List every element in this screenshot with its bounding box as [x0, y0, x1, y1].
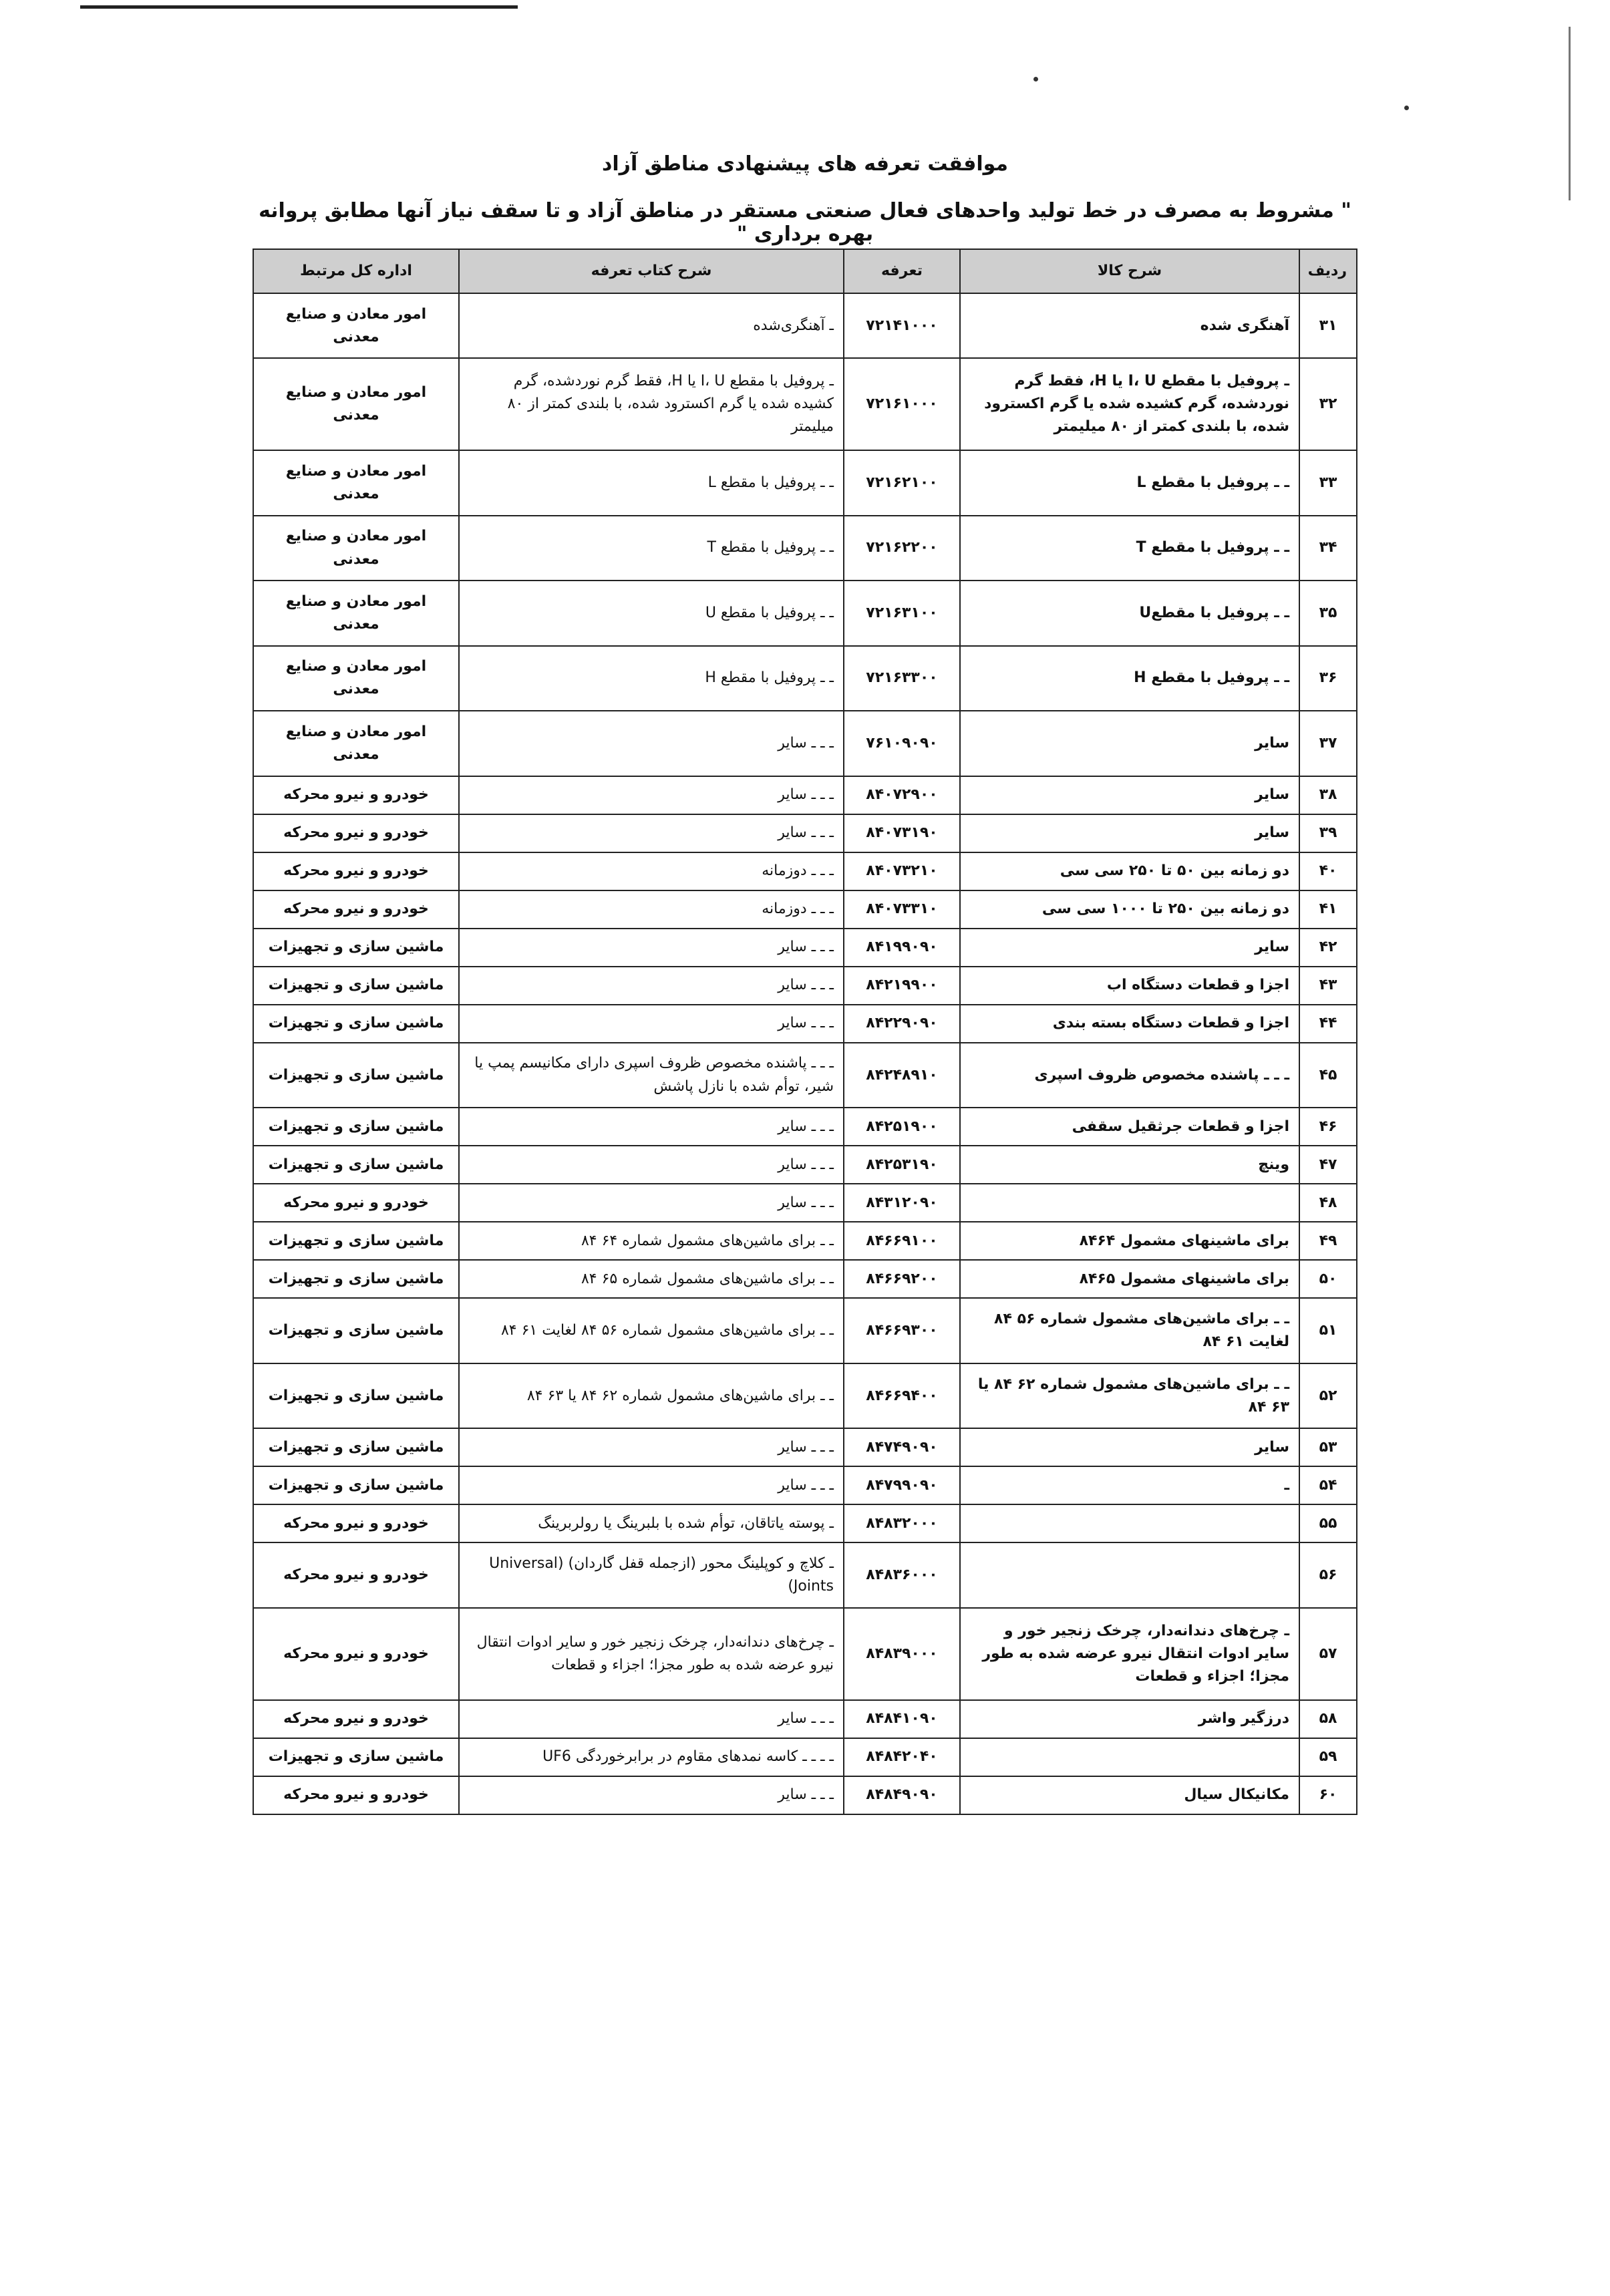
- cell-goods: سایر: [960, 814, 1299, 852]
- cell-goods: ـ پروفیل با مقطع I، U یا H، فقط گرم نوردشده، گرم کشیده شده یا گرم اکسترود شده، با بلندی کمتر از ۸۰ میلیمتر: [960, 358, 1299, 450]
- cell-row-number: ۳۷: [1299, 711, 1357, 776]
- cell-tariff: ۷۲۱۴۱۰۰۰: [844, 293, 960, 358]
- cell-desc: ـ ـ ـ سایر: [459, 929, 844, 967]
- table-row: [253, 358, 1357, 450]
- cell-tariff: ۸۴۶۶۹۲۰۰: [844, 1260, 960, 1298]
- cell-row-number: ۵۰: [1299, 1260, 1357, 1298]
- cell-row-number: ۳۲: [1299, 358, 1357, 450]
- cell-desc: ـ پوسته یاتاقان، توأم شده با بلبرینگ یا رولربرینگ: [459, 1504, 844, 1542]
- scan-edge-mark: [1569, 27, 1571, 200]
- cell-tariff: ۸۴۸۳۲۰۰۰: [844, 1504, 960, 1542]
- cell-row-number: ۴۴: [1299, 1005, 1357, 1043]
- table-row: [253, 1043, 1357, 1108]
- cell-department: ماشین سازی و تجهیزات: [253, 1260, 459, 1298]
- header-goods: شرح کالا: [960, 249, 1299, 293]
- header-tariff: تعرفه: [844, 249, 960, 293]
- table-row: [253, 581, 1357, 645]
- cell-department: خودرو و نیرو محرکه: [253, 1504, 459, 1542]
- table-row: [253, 1108, 1357, 1146]
- cell-row-number: ۵۹: [1299, 1738, 1357, 1776]
- table-row: [253, 1428, 1357, 1466]
- cell-goods: ـ: [960, 1466, 1299, 1504]
- cell-row-number: ۵۶: [1299, 1542, 1357, 1607]
- cell-department: خودرو و نیرو محرکه: [253, 814, 459, 852]
- cell-goods: ـ ـ ـ پاشنده مخصوص ظروف اسپری: [960, 1043, 1299, 1108]
- cell-department: ماشین سازی و تجهیزات: [253, 967, 459, 1005]
- header-row-number: ردیف: [1299, 249, 1357, 293]
- table-row: [253, 1776, 1357, 1814]
- cell-desc: ـ ـ ـ سایر: [459, 814, 844, 852]
- cell-desc: ـ ـ ـ سایر: [459, 967, 844, 1005]
- cell-desc: ـ پروفیل با مقطع I، U یا H، فقط گرم نوردشده، گرم کشیده شده یا گرم اکسترود شده، با بلندی کمتر از ۸۰ میلیمتر: [459, 358, 844, 450]
- cell-goods: ـ ـ پروفیل با مقطع T: [960, 516, 1299, 581]
- cell-row-number: ۳۴: [1299, 516, 1357, 581]
- cell-desc: ـ ـ برای ماشین‌های مشمول شماره ۶۴ ۸۴: [459, 1222, 844, 1260]
- cell-department: ماشین سازی و تجهیزات: [253, 1466, 459, 1504]
- cell-goods: سایر: [960, 1428, 1299, 1466]
- cell-tariff: ۸۴۰۷۳۱۹۰: [844, 814, 960, 852]
- cell-row-number: ۴۲: [1299, 929, 1357, 967]
- cell-tariff: ۸۴۸۴۲۰۴۰: [844, 1738, 960, 1776]
- cell-goods: اجزا و قطعات دستگاه اب: [960, 967, 1299, 1005]
- cell-goods: ـ ـ پروفیل با مقطع L: [960, 450, 1299, 515]
- table-row: [253, 776, 1357, 814]
- cell-department: امور معادن و صنایع معدنی: [253, 293, 459, 358]
- cell-department: ماشین سازی و تجهیزات: [253, 929, 459, 967]
- cell-department: امور معادن و صنایع معدنی: [253, 516, 459, 581]
- cell-desc: ـ ـ ـ سایر: [459, 1108, 844, 1146]
- cell-tariff: ۸۴۳۱۲۰۹۰: [844, 1184, 960, 1222]
- table-row: [253, 1298, 1357, 1363]
- cell-goods: [960, 1542, 1299, 1607]
- cell-row-number: ۴۳: [1299, 967, 1357, 1005]
- table-row: [253, 1700, 1357, 1738]
- cell-desc: ـ ـ پروفیل با مقطع U: [459, 581, 844, 645]
- cell-desc: ـ ـ برای ماشین‌های مشمول شماره ۶۵ ۸۴: [459, 1260, 844, 1298]
- cell-desc: ـ ـ برای ماشین‌های مشمول شماره ۶۲ ۸۴ یا ۶۳ ۸۴: [459, 1363, 844, 1428]
- cell-goods: ـ ـ برای ماشین‌های مشمول شماره ۶۲ ۸۴ یا ۶۳ ۸۴: [960, 1363, 1299, 1428]
- cell-goods: دو زمانه بین ۵۰ تا ۲۵۰ سی سی: [960, 852, 1299, 890]
- cell-desc: ـ ـ ـ سایر: [459, 1428, 844, 1466]
- table-row: [253, 1260, 1357, 1298]
- cell-tariff: ۸۴۰۷۲۹۰۰: [844, 776, 960, 814]
- cell-tariff: ۸۴۸۴۹۰۹۰: [844, 1776, 960, 1814]
- cell-row-number: ۴۸: [1299, 1184, 1357, 1222]
- cell-desc: ـ ـ ـ سایر: [459, 1184, 844, 1222]
- cell-tariff: ۸۴۷۴۹۰۹۰: [844, 1428, 960, 1466]
- table-row: [253, 852, 1357, 890]
- cell-row-number: ۳۶: [1299, 646, 1357, 711]
- cell-goods: برای ماشینهای مشمول ۸۴۶۴: [960, 1222, 1299, 1260]
- cell-tariff: ۸۴۶۶۹۱۰۰: [844, 1222, 960, 1260]
- cell-tariff: ۸۴۱۹۹۰۹۰: [844, 929, 960, 967]
- cell-tariff: ۸۴۲۲۹۰۹۰: [844, 1005, 960, 1043]
- cell-row-number: ۴۶: [1299, 1108, 1357, 1146]
- cell-desc: ـ ـ ـ پاشنده مخصوص ظروف اسپری دارای مکانیسم پمپ یا شیر، توأم شده با نازل پاشش: [459, 1043, 844, 1108]
- cell-tariff: ۸۴۲۴۸۹۱۰: [844, 1043, 960, 1108]
- cell-tariff: ۷۲۱۶۳۱۰۰: [844, 581, 960, 645]
- scan-speck: [1404, 106, 1409, 110]
- cell-row-number: ۴۹: [1299, 1222, 1357, 1260]
- table-row: [253, 1222, 1357, 1260]
- cell-row-number: ۵۳: [1299, 1428, 1357, 1466]
- cell-department: ماشین سازی و تجهیزات: [253, 1428, 459, 1466]
- table-row: [253, 967, 1357, 1005]
- table-row: [253, 1466, 1357, 1504]
- cell-goods: وینچ: [960, 1146, 1299, 1184]
- cell-desc: ـ ـ پروفیل با مقطع L: [459, 450, 844, 515]
- cell-desc: ـ ـ ـ سایر: [459, 1700, 844, 1738]
- cell-desc: ـ ـ ـ سایر: [459, 711, 844, 776]
- cell-desc: ـ ـ ـ سایر: [459, 1005, 844, 1043]
- cell-goods: [960, 1504, 1299, 1542]
- cell-goods: ـ ـ پروفیل با مقطع H: [960, 646, 1299, 711]
- cell-tariff: ۸۴۲۱۹۹۰۰: [844, 967, 960, 1005]
- cell-department: ماشین سازی و تجهیزات: [253, 1738, 459, 1776]
- cell-department: ماشین سازی و تجهیزات: [253, 1043, 459, 1108]
- cell-row-number: ۵۱: [1299, 1298, 1357, 1363]
- cell-tariff: ۷۲۱۶۲۱۰۰: [844, 450, 960, 515]
- table-row: [253, 1542, 1357, 1607]
- cell-tariff: ۸۴۶۶۹۴۰۰: [844, 1363, 960, 1428]
- cell-desc: ـ آهنگری‌شده: [459, 293, 844, 358]
- cell-row-number: ۵۷: [1299, 1608, 1357, 1700]
- cell-row-number: ۳۹: [1299, 814, 1357, 852]
- cell-goods: اجزا و قطعات جرثقیل سقفی: [960, 1108, 1299, 1146]
- cell-row-number: ۵۲: [1299, 1363, 1357, 1428]
- cell-goods: درزگیر واشر: [960, 1700, 1299, 1738]
- cell-tariff: ۸۴۲۵۳۱۹۰: [844, 1146, 960, 1184]
- tariff-table: [253, 249, 1357, 1815]
- cell-row-number: ۴۷: [1299, 1146, 1357, 1184]
- cell-department: ماشین سازی و تجهیزات: [253, 1363, 459, 1428]
- cell-goods: سایر: [960, 929, 1299, 967]
- table-row: [253, 1146, 1357, 1184]
- cell-department: خودرو و نیرو محرکه: [253, 1542, 459, 1607]
- cell-row-number: ۳۸: [1299, 776, 1357, 814]
- cell-tariff: ۸۴۷۹۹۰۹۰: [844, 1466, 960, 1504]
- table-row: [253, 1504, 1357, 1542]
- cell-goods: دو زمانه بین ۲۵۰ تا ۱۰۰۰ سی سی: [960, 890, 1299, 929]
- cell-row-number: ۴۵: [1299, 1043, 1357, 1108]
- table-row: [253, 890, 1357, 929]
- cell-desc: ـ کلاچ و کوپلینگ محور (ازجمله قفل گاردان) (Universal Joints): [459, 1542, 844, 1607]
- cell-row-number: ۴۱: [1299, 890, 1357, 929]
- cell-goods: [960, 1184, 1299, 1222]
- cell-department: خودرو و نیرو محرکه: [253, 1700, 459, 1738]
- cell-tariff: ۸۴۰۷۳۲۱۰: [844, 852, 960, 890]
- table-row: [253, 1608, 1357, 1700]
- cell-desc: ـ ـ ـ سایر: [459, 1466, 844, 1504]
- cell-row-number: ۶۰: [1299, 1776, 1357, 1814]
- cell-tariff: ۷۶۱۰۹۰۹۰: [844, 711, 960, 776]
- table-row: [253, 1005, 1357, 1043]
- cell-department: ماشین سازی و تجهیزات: [253, 1005, 459, 1043]
- table-row: [253, 929, 1357, 967]
- cell-department: خودرو و نیرو محرکه: [253, 890, 459, 929]
- cell-tariff: ۸۴۲۵۱۹۰۰: [844, 1108, 960, 1146]
- cell-row-number: ۵۸: [1299, 1700, 1357, 1738]
- table-header-row: [253, 249, 1357, 293]
- cell-desc: ـ ـ ـ سایر: [459, 776, 844, 814]
- cell-department: خودرو و نیرو محرکه: [253, 1776, 459, 1814]
- cell-goods: ـ ـ پروفیل با مقطعU: [960, 581, 1299, 645]
- table-row: [253, 711, 1357, 776]
- table-row: [253, 1363, 1357, 1428]
- cell-row-number: ۵۵: [1299, 1504, 1357, 1542]
- cell-desc: ـ چرخ‌های دندانه‌دار، چرخک زنجیر خور و سایر ادوات انتقال نیرو عرضه شده به طور مجزا؛ اجزاء و قطعات: [459, 1608, 844, 1700]
- cell-goods: سایر: [960, 711, 1299, 776]
- table-row: [253, 516, 1357, 581]
- cell-tariff: ۷۲۱۶۲۲۰۰: [844, 516, 960, 581]
- cell-department: ماشین سازی و تجهیزات: [253, 1222, 459, 1260]
- cell-department: ماشین سازی و تجهیزات: [253, 1108, 459, 1146]
- cell-row-number: ۵۴: [1299, 1466, 1357, 1504]
- cell-goods: ـ چرخ‌های دندانه‌دار، چرخک زنجیر خور و سایر ادوات انتقال نیرو عرضه شده به طور مجزا؛ اجزاء و قطعات: [960, 1608, 1299, 1700]
- cell-desc: ـ ـ پروفیل با مقطع T: [459, 516, 844, 581]
- cell-department: خودرو و نیرو محرکه: [253, 852, 459, 890]
- cell-department: امور معادن و صنایع معدنی: [253, 646, 459, 711]
- cell-desc: ـ ـ ـ ـ کاسه نمدهای مقاوم در برابرخوردگی UF6: [459, 1738, 844, 1776]
- cell-desc: ـ ـ برای ماشین‌های مشمول شماره ۵۶ ۸۴ لغایت ۶۱ ۸۴: [459, 1298, 844, 1363]
- table-row: [253, 293, 1357, 358]
- cell-tariff: ۸۴۸۳۶۰۰۰: [844, 1542, 960, 1607]
- cell-goods: برای ماشینهای مشمول ۸۴۶۵: [960, 1260, 1299, 1298]
- cell-row-number: ۳۳: [1299, 450, 1357, 515]
- cell-tariff: ۷۲۱۶۱۰۰۰: [844, 358, 960, 450]
- cell-department: امور معادن و صنایع معدنی: [253, 581, 459, 645]
- cell-tariff: ۸۴۰۷۳۳۱۰: [844, 890, 960, 929]
- table-row: [253, 1184, 1357, 1222]
- cell-goods: آهنگری شده: [960, 293, 1299, 358]
- cell-department: خودرو و نیرو محرکه: [253, 1184, 459, 1222]
- cell-goods: اجزا و قطعات دستگاه بسته بندی: [960, 1005, 1299, 1043]
- cell-tariff: ۸۴۸۴۱۰۹۰: [844, 1700, 960, 1738]
- page-subtitle: " مشروط به مصرف در خط تولید واحدهای فعال صنعتی مستقر در مناطق آزاد و تا سقف نیاز آنها مطابق پروانه بهره برداری ": [259, 199, 1351, 246]
- cell-goods: [960, 1738, 1299, 1776]
- table-row: [253, 450, 1357, 515]
- cell-tariff: ۷۲۱۶۳۳۰۰: [844, 646, 960, 711]
- cell-department: خودرو و نیرو محرکه: [253, 776, 459, 814]
- cell-department: امور معادن و صنایع معدنی: [253, 711, 459, 776]
- cell-row-number: ۳۱: [1299, 293, 1357, 358]
- table-row: [253, 814, 1357, 852]
- cell-goods: سایر: [960, 776, 1299, 814]
- cell-tariff: ۸۴۸۳۹۰۰۰: [844, 1608, 960, 1700]
- cell-department: امور معادن و صنایع معدنی: [253, 450, 459, 515]
- table-row: [253, 1738, 1357, 1776]
- cell-department: امور معادن و صنایع معدنی: [253, 358, 459, 450]
- cell-tariff: ۸۴۶۶۹۳۰۰: [844, 1298, 960, 1363]
- scan-speck: [1033, 77, 1038, 81]
- cell-department: ماشین سازی و تجهیزات: [253, 1298, 459, 1363]
- header-tariff-book-desc: شرح کتاب تعرفه: [459, 249, 844, 293]
- cell-desc: ـ ـ ـ سایر: [459, 1776, 844, 1814]
- page-title: موافقت تعرفه های پیشنهادی مناطق آزاد: [602, 152, 1008, 176]
- cell-goods: مکانیکال سیال: [960, 1776, 1299, 1814]
- table-row: [253, 646, 1357, 711]
- table-body: [253, 293, 1357, 1814]
- cell-goods: ـ ـ برای ماشین‌های مشمول شماره ۵۶ ۸۴ لغایت ۶۱ ۸۴: [960, 1298, 1299, 1363]
- cell-desc: ـ ـ ـ دوزمانه: [459, 890, 844, 929]
- scan-edge-line: [80, 5, 518, 9]
- header-department: اداره کل مرتبط: [253, 249, 459, 293]
- cell-desc: ـ ـ ـ دوزمانه: [459, 852, 844, 890]
- cell-row-number: ۴۰: [1299, 852, 1357, 890]
- cell-department: ماشین سازی و تجهیزات: [253, 1146, 459, 1184]
- cell-row-number: ۳۵: [1299, 581, 1357, 645]
- cell-desc: ـ ـ پروفیل با مقطع H: [459, 646, 844, 711]
- cell-desc: ـ ـ ـ سایر: [459, 1146, 844, 1184]
- cell-department: خودرو و نیرو محرکه: [253, 1608, 459, 1700]
